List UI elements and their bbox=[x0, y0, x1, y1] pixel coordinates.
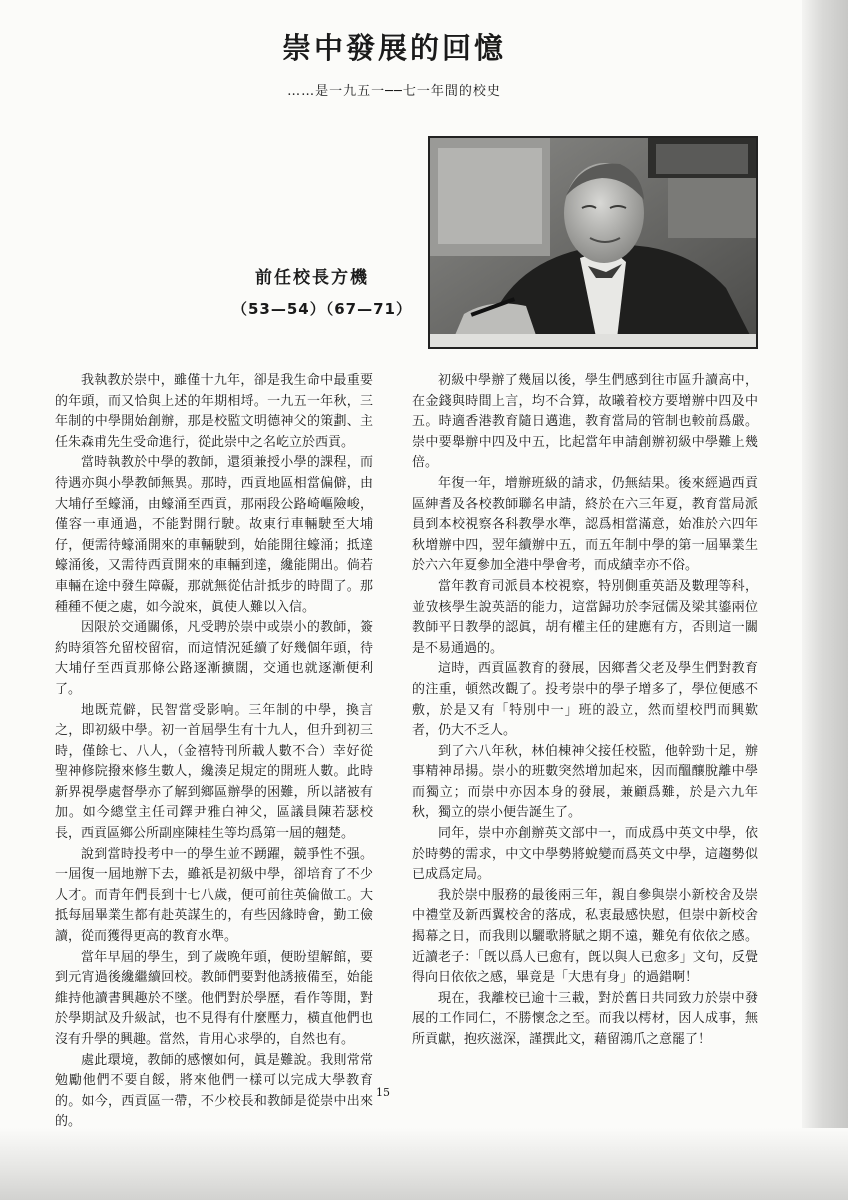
article-title: 崇中發展的回憶 bbox=[281, 31, 506, 65]
author-name: 前任校長方機 bbox=[255, 268, 369, 288]
paragraph: 處此環境，教師的感懷如何，眞是難說。我則常常勉勵他們不要自餒，將來他們一樣可以完成大學教育的。如今，西貢區一帶，不少校長和教師是從崇中出來的。 bbox=[55, 1052, 373, 1130]
paragraph: 到了六八年秋，林伯棟神父接任校監，他幹勁十足，辦事精神昂揚。崇小的班數突然增加起來，因而醞釀脫離中學而獨立；而崇中亦因本身的發展，兼顧爲難，於是六九年秋，獨立的崇小便告誕生了。 bbox=[412, 743, 758, 821]
scan-bottom-shadow bbox=[0, 1128, 848, 1200]
paragraph: 年復一年，增辦班級的請求，仍無結果。後來經過西貢區紳耆及各校教師聯名申請，終於在六三年夏，教育當局派員到本校視察各科教學水準，認爲相當滿意，始准於六四年秋增辦中四，翌年續辦中五，而五年制中學的第一屆畢業生於六六年夏參加全港中學會考，而成績幸亦不俗。 bbox=[412, 475, 758, 574]
right-text-column bbox=[412, 371, 758, 1051]
article-subtitle: ……是一九五一──七一年間的校史 bbox=[287, 84, 501, 99]
paragraph: 現在，我離校已逾十三載，對於舊日共同致力於崇中發展的工作同仁，不勝懷念之至。而我以樗材，因人成事，無所貢獻，抱疚滋深，謹撰此文，藉留鴻爪之意罷了！ bbox=[412, 990, 758, 1047]
left-text-column bbox=[55, 371, 373, 1133]
scan-edge-shadow bbox=[802, 0, 848, 1200]
paragraph: 同年，崇中亦創辦英文部中一，而成爲中英文中學，依於時勢的需求，中文中學勢將蛻變而爲英文中學，這趨勢似已成爲定局。 bbox=[412, 826, 758, 883]
paragraph: 初級中學辦了幾屆以後，學生們感到往市區升讀高中，在金錢與時間上言，均不合算，故曦着校方要增辦中四及中五。時適香港教育隨日邁進，教育當局的管制也較前爲嚴。崇中要舉辦中四及中五，比起當年申請創辦初級中學難上幾倍。 bbox=[412, 373, 758, 471]
paragraph: 當時執教於中學的教師，還須兼授小學的課程，而待遇亦與小學教師無異。那時，西貢地區相當偏僻，由大埔仔至蠔涌，由蠔涌至西貢，那兩段公路崎嶇險峻，僅容一車通過，不能對開行駛。故東行車輛駛至大埔仔，便需待蠔涌開來的車輛駛到，始能開往蠔涌；抵達蠔涌後，又需待西貢開來的車輛到達，纔能開出。倘若車輛在途中發生障礙，那就無從估計抵步的時間了。那種種不便之處，如今說來，眞使人難以入信。 bbox=[55, 455, 373, 615]
paragraph: 我於崇中服務的最後兩三年，親自參與崇小新校舍及崇中禮堂及新西翼校舍的落成，私衷最感快慰，但崇中新校舍揭幕之日，而我則以驪歌將賦之期不遠，難免有依依之感。近讀老子：「旣以爲人已愈有，旣以與人已愈多」文句，反覺得向日依依之感，畢竟是「大患有身」的過錯啊！ bbox=[412, 887, 758, 986]
paragraph: 我執教於崇中，雖僅十九年，卻是我生命中最重要的年頭，而又恰與上述的年期相埒。一九五一年秋，三年制的中學開始創辦，那是校監文明德神父的策劃、主任朱森甫先生受命進行，從此崇中之名屹立於西貢。 bbox=[55, 373, 373, 450]
paragraph: 當年教育司派員本校視察，特別側重英語及數理等科，並攷核學生說英語的能力，這當歸功於李冠儒及梁其鎏兩位教師平日教學的認眞，胡有權主任的建應有方，否則這一關是不易通過的。 bbox=[412, 578, 758, 656]
paragraph: 地既荒僻，民智當受影响。三年制的中學，換言之，即初級中學。初一首屆學生有十九人，但升到初三時，僅餘七、八人，（金禧特刊所載人數不合）幸好從聖神修院撥來修生數人，纔湊足規定的開班人數。此時新界視學處督學亦了解到鄉區辦學的困難，所以諸被有加。如今總堂主任司鐸尹雅白神父，區議員陳若瑟校長，西貢區鄉公所副座陳桂生等均爲第一屆的翹楚。 bbox=[55, 702, 373, 842]
paragraph: 說到當時投考中一的學生並不踴躍，競爭性不强。一屆復一屆地辦下去，雖祇是初級中學，卻培育了不少人才。而青年們長到十七八歲，便可前往英倫做工。大抵每屆畢業生都有赴英謀生的，有些因緣時會，勤工儉讀，從而獲得更高的教育水準。 bbox=[55, 846, 373, 945]
page-number: 15 bbox=[376, 1086, 390, 1099]
paragraph: 因限於交通關係，凡受聘於崇中或崇小的教師，簽約時須答允留校留宿，而這情況延續了好幾個年頭，待大埔仔至西貢那條公路逐漸擴闊，交通也就逐漸便利了。 bbox=[55, 620, 373, 697]
author-terms: （53—54）（67—71） bbox=[232, 300, 412, 318]
paragraph: 這時，西貢區教育的發展，因鄉耆父老及學生們對教育的注重，頓然改觀了。投考崇中的學子增多了，學位便感不敷，於是又有「特別中一」班的設立，然而望校門而興歎者，仍大不乏人。 bbox=[412, 661, 758, 739]
paragraph: 當年早屆的學生，到了歲晚年頭，便盼望解館，要到元宵過後纔繼續回校。教師們要對他誘掖備至，始能維持他讀書興趣於不墜。他們對於學歷，看作等閒，對於學期試及升級試，也不見得有什麼壓力，橫直他們也沒有升學的興趣。當然，肯用心求學的，自然也有。 bbox=[55, 949, 373, 1047]
portrait-photo-icon bbox=[428, 136, 758, 349]
